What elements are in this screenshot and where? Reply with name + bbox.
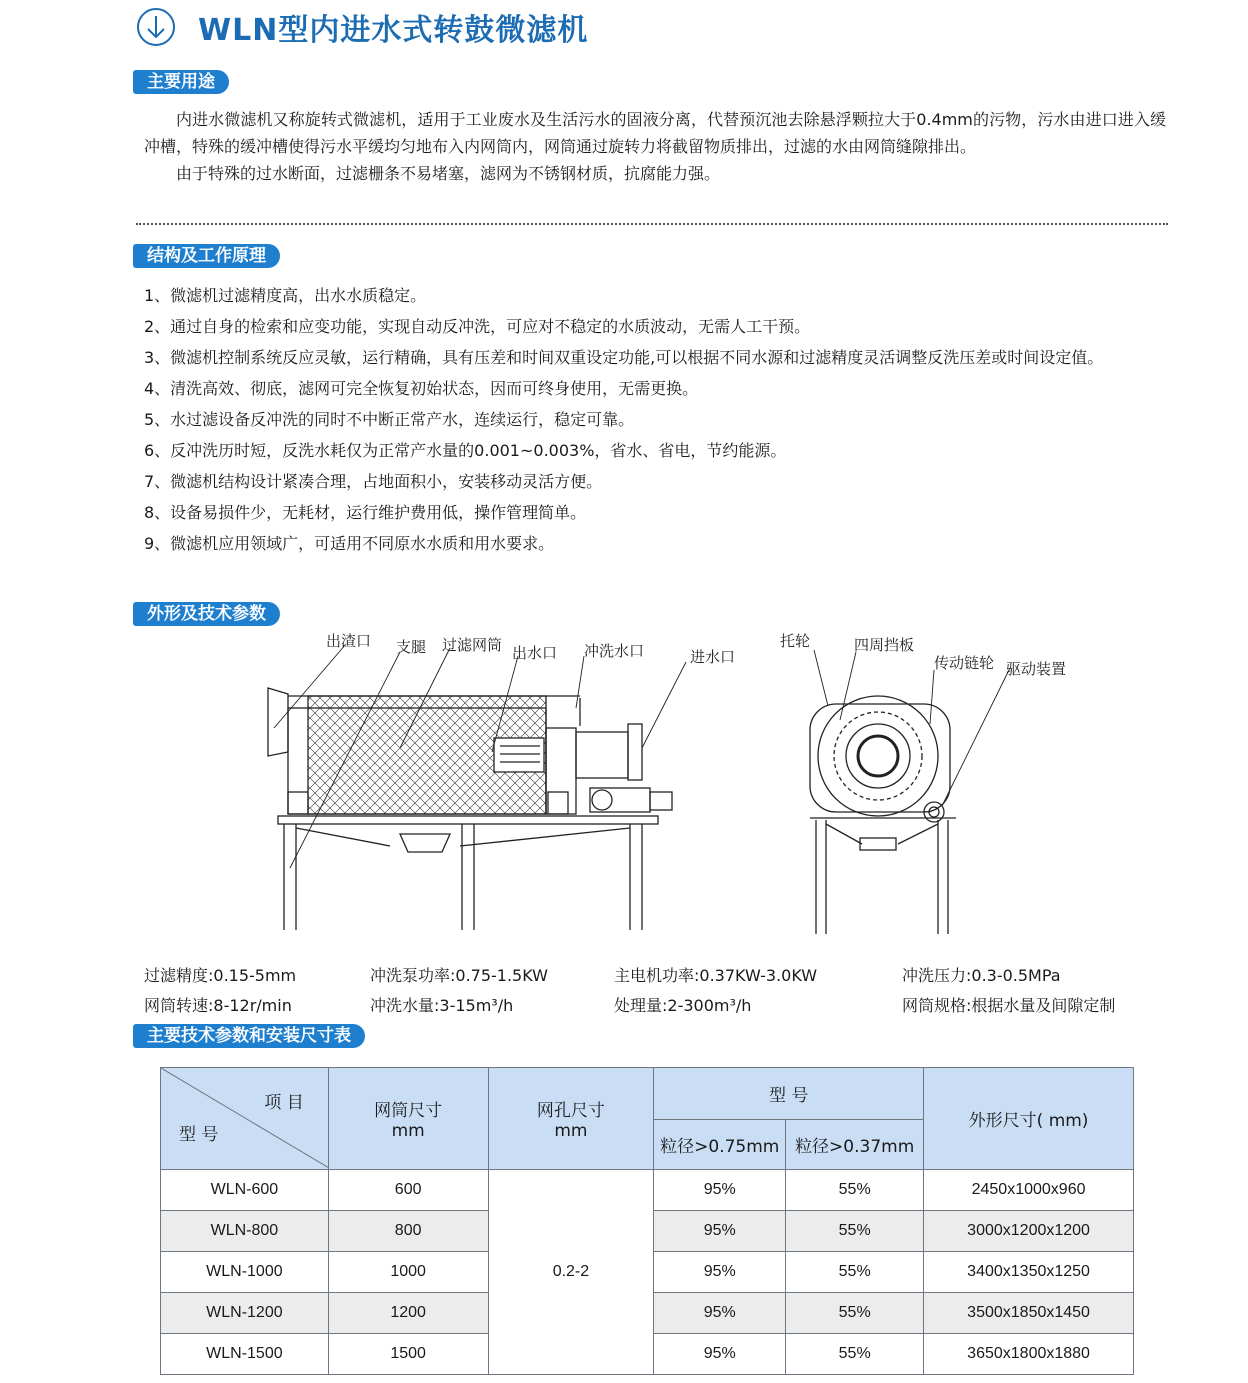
label-water-inlet: 进水口	[690, 650, 736, 666]
label-support-wheel: 托轮	[780, 634, 811, 650]
label-slag-outlet: 出渣口	[326, 634, 372, 650]
cell-dims: 3650x1800x1880	[924, 1334, 1134, 1375]
feature-item: 5、水过滤设备反冲洗的同时不中断正常产水，连续运行，稳定可靠。	[144, 410, 635, 429]
cell-p2: 55%	[786, 1170, 924, 1211]
table-row	[161, 1170, 1134, 1211]
cell-dims: 3400x1350x1250	[924, 1252, 1134, 1293]
header-diagonal-cell	[161, 1068, 329, 1170]
spec-speed: 网筒转速:8-12r/min	[144, 996, 292, 1015]
feature-item: 8、设备易损件少，无耗材，运行维护费用低，操作管理简单。	[144, 503, 587, 522]
label-drive-unit: 驱动装置	[1006, 662, 1067, 678]
spec-table-wrap	[160, 1067, 1134, 1375]
header-model: 型 号	[179, 1125, 219, 1145]
header-type-group: 型 号	[654, 1068, 924, 1120]
label-support-leg: 支腿	[396, 640, 427, 656]
spec-precision: 过滤精度:0.15-5mm	[144, 966, 297, 985]
cell-drum: 1200	[328, 1293, 488, 1334]
section-tag-structure: 结构及工作原理	[133, 244, 280, 268]
cell-model: WLN-800	[161, 1211, 329, 1252]
feature-item: 6、反冲洗历时短，反洗水耗仅为正常产水量的0.001~0.003%，省水、省电，节约能源。	[144, 441, 787, 460]
cell-p1: 95%	[654, 1334, 786, 1375]
feature-item: 3、微滤机控制系统反应灵敏，运行精确，具有压差和时间双重设定功能,可以根据不同水源和过滤精度灵活调整反洗压差或时间设定值。	[144, 348, 1104, 367]
feature-item: 2、通过自身的检索和应变功能，实现自动反冲洗，可应对不稳定的水质波动，无需人工干预。	[144, 317, 811, 336]
section-tag-table: 主要技术参数和安装尺寸表	[133, 1024, 365, 1048]
header-item: 项 目	[264, 1093, 304, 1113]
cell-model: WLN-1200	[161, 1293, 329, 1334]
header-drum-label: 网筒尺寸	[374, 1101, 443, 1121]
cell-p2: 55%	[786, 1252, 924, 1293]
side-view	[268, 688, 672, 930]
header-sub1: 粒径>0.75mm	[654, 1120, 786, 1170]
label-filter-drum: 过滤网筒	[442, 638, 503, 654]
usage-paragraph-1: 内进水微滤机又称旋转式微滤机，适用于工业废水及生活污水的固液分离，代替预沉池去除悬浮颗拉大于0.4mm的污物，污水由进口进入缓冲槽，特殊的缓冲槽使得污水平缓均匀地布入内网筒内，网筒通过旋转力将截留物质排出，过滤的水由网筒缝隙排出。	[144, 110, 1166, 156]
cell-mesh: 0.2-2	[488, 1170, 654, 1375]
header-drum-unit: mm	[391, 1121, 425, 1141]
feature-item: 4、清洗高效、彻底，滤网可完全恢复初始状态，因而可终身使用，无需更换。	[144, 379, 699, 398]
cell-drum: 1000	[328, 1252, 488, 1293]
cell-model: WLN-1500	[161, 1334, 329, 1375]
header-sub2: 粒径>0.37mm	[786, 1120, 924, 1170]
spec-flush-volume: 冲洗水量:3-15m³/h	[370, 996, 514, 1015]
cell-dims: 3000x1200x1200	[924, 1211, 1134, 1252]
feature-item: 7、微滤机结构设计紧凑合理，占地面积小，安装移动灵活方便。	[144, 472, 603, 491]
cell-p2: 55%	[786, 1293, 924, 1334]
spec-table	[160, 1067, 1134, 1375]
cell-p1: 95%	[654, 1293, 786, 1334]
cell-drum: 800	[328, 1211, 488, 1252]
cell-p1: 95%	[654, 1252, 786, 1293]
arrow-down-circle-icon	[136, 7, 176, 47]
spec-capacity: 处理量:2-300m³/h	[614, 996, 752, 1015]
header-drum	[328, 1068, 488, 1170]
spec-motor-power: 主电机功率:0.37KW-3.0KW	[614, 966, 818, 985]
header-dims: 外形尺寸( mm)	[924, 1068, 1134, 1170]
cell-model: WLN-600	[161, 1170, 329, 1211]
spec-drum-size: 网筒规格:根据水量及间隙定制	[902, 996, 1116, 1015]
cell-model: WLN-1000	[161, 1252, 329, 1293]
section-tag-usage: 主要用途	[133, 70, 229, 94]
header-mesh-label: 网孔尺寸	[536, 1101, 605, 1121]
title-row	[136, 4, 588, 50]
spec-block	[144, 962, 1184, 1022]
section-tag-shape: 外形及技术参数	[133, 602, 280, 626]
spec-pump-power: 冲洗泵功率:0.75-1.5KW	[370, 966, 548, 985]
header-mesh	[488, 1068, 654, 1170]
cell-p1: 95%	[654, 1211, 786, 1252]
feature-list	[144, 280, 1174, 559]
cell-dims: 2450x1000x960	[924, 1170, 1134, 1211]
divider	[136, 223, 1168, 225]
cell-drum: 600	[328, 1170, 488, 1211]
front-view	[810, 696, 956, 934]
page-title: WLN型内进水式转鼓微滤机	[198, 13, 589, 48]
machine-diagram	[250, 628, 1110, 948]
cell-drum: 1500	[328, 1334, 488, 1375]
cell-p1: 95%	[654, 1170, 786, 1211]
usage-paragraph-2: 由于特殊的过水断面，过滤栅条不易堵塞，滤网为不锈钢材质，抗腐能力强。	[176, 164, 721, 183]
label-baffle: 四周挡板	[854, 638, 915, 654]
label-sprocket: 传动链轮	[934, 656, 995, 672]
cell-dims: 3500x1850x1450	[924, 1293, 1134, 1334]
feature-item: 1、微滤机过滤精度高，出水水质稳定。	[144, 286, 427, 305]
cell-p2: 55%	[786, 1334, 924, 1375]
label-water-outlet: 出水口	[512, 646, 558, 662]
header-mesh-unit: mm	[554, 1121, 588, 1141]
cell-p2: 55%	[786, 1211, 924, 1252]
label-flush-inlet: 冲洗水口	[584, 644, 645, 660]
feature-item: 9、微滤机应用领域广，可适用不同原水水质和用水要求。	[144, 534, 555, 553]
spec-flush-pressure: 冲洗压力:0.3-0.5MPa	[902, 966, 1061, 985]
usage-text	[144, 106, 1166, 187]
